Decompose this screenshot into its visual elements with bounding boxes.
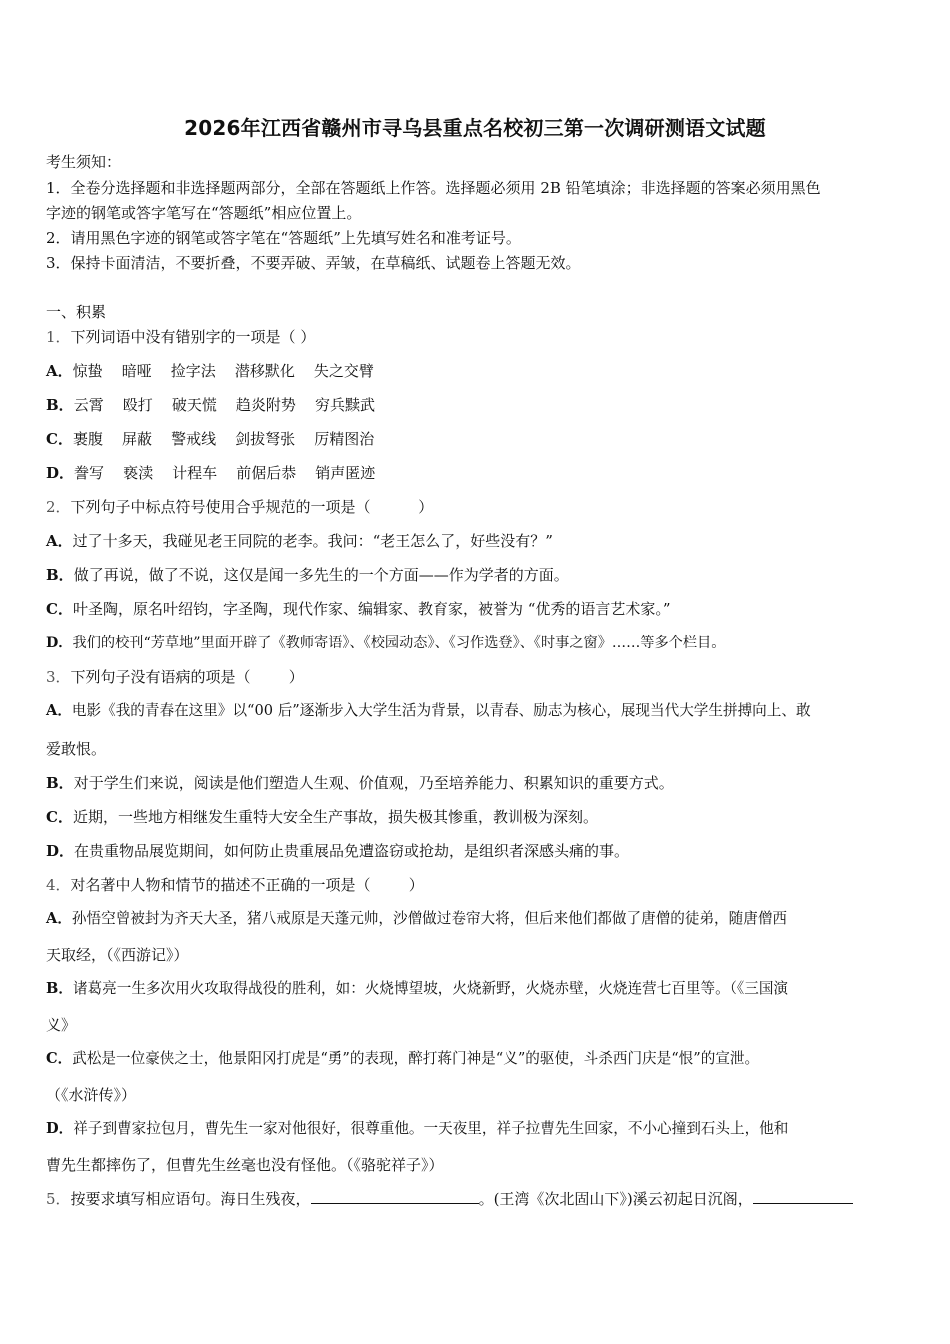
question-4 [46, 875, 424, 895]
option-a [46, 701, 811, 721]
option-text: 我们的校刊“芳草地”里面开辟了《教师寄语》、《校园动态》、《习作选登》、《时事之窗》……等多个栏目。 [72, 635, 726, 651]
option-label: A． [46, 702, 72, 719]
question-2 [46, 497, 433, 517]
option-c [46, 599, 671, 619]
option-text: 叶圣陶，原名叶绍钧，字圣陶，现代作家、编辑家、教育家，被誉为 “优秀的语言艺术家。” [72, 600, 671, 618]
question-5 [46, 1189, 853, 1209]
option-label: B． [46, 774, 74, 792]
option-label: C． [46, 808, 73, 826]
option-label: D． [46, 635, 73, 651]
option-text: 誊写 亵渎 计程车 前倨后恭 销声匿迹 [74, 464, 376, 482]
option-label: D． [46, 842, 75, 860]
question-stem: 对名著中人物和情节的描述不正确的一项是（ ） [70, 876, 424, 894]
option-label: B． [46, 980, 73, 997]
option-c [46, 429, 374, 449]
notice-item-3: 3．保持卡面清洁，不要折叠，不要弄破、弄皱，在草稿纸、试题卷上答题无效。 [46, 254, 581, 272]
notice-item-2: 2．请用黑色字迹的钢笔或答字笔在“答题纸”上先填写姓名和准考证号。 [46, 229, 521, 247]
question-text: 。(王湾《次北固山下》)溪云初起日沉阁， [478, 1190, 753, 1208]
notice-item-1-cont: 字迹的钢笔或答字笔写在“答题纸”相应位置上。 [46, 204, 362, 222]
question-number: 5． [46, 1190, 71, 1208]
question-stem: 按要求填写相应语句。海日生残夜， [70, 1190, 311, 1208]
option-label: C． [46, 430, 73, 448]
option-d [46, 463, 375, 483]
answer-blank[interactable] [753, 1189, 853, 1204]
option-a-cont: 天取经，（《西游记》） [46, 946, 189, 964]
question-number: 2． [46, 498, 71, 516]
option-d [46, 633, 725, 653]
question-3 [46, 667, 304, 687]
option-text: 近期，一些地方相继发生重特大安全生产事故，损失极其惨重，教训极为深刻。 [72, 808, 598, 826]
option-d-cont: 曹先生都摔伤了，但曹先生丝毫也没有怪他。（《骆驼祥子》） [46, 1156, 444, 1174]
option-c [46, 807, 598, 827]
option-label: D． [46, 1120, 74, 1137]
option-b-cont: 义》 [46, 1016, 77, 1034]
notice-item-1: 1．全卷分选择题和非选择题两部分，全部在答题纸上作答。选择题必须用 2B 铅笔填涂；非选择题的答案必须用黑色 [46, 179, 821, 197]
question-stem: 下列词语中没有错别字的一项是（ ） [70, 328, 316, 346]
option-label: C． [46, 1050, 73, 1067]
option-label: C． [46, 600, 73, 618]
option-b [46, 773, 674, 793]
option-c-cont: （《水浒传》） [46, 1086, 137, 1104]
option-a [46, 909, 787, 929]
option-text: 电影《我的青春在这里》以“00 后”逐渐步入大学生活为背景，以青春、励志为核心，展现当代大学生拼搏向上、敢 [71, 702, 811, 719]
option-text: 孙悟空曾被封为齐天大圣，猪八戒原是天蓬元帅，沙僧做过卷帘大将，但后来他们都做了唐僧的徒弟，随唐僧西 [71, 910, 788, 927]
option-b [46, 565, 569, 585]
option-b [46, 979, 788, 999]
question-number: 4． [46, 876, 71, 894]
option-label: A． [46, 910, 72, 927]
question-1 [46, 327, 315, 347]
option-a [46, 531, 553, 551]
option-text: 云霄 殴打 破天慌 趋炎附势 穷兵黩武 [73, 396, 375, 414]
option-text: 对于学生们来说，阅读是他们塑造人生观、价值观，乃至培养能力、积累知识的重要方式。 [73, 774, 674, 792]
option-a [46, 361, 374, 381]
option-text: 惊蛰 暗哑 捡字法 潜移默化 失之交臂 [72, 362, 374, 380]
option-text: 祥子到曹家拉包月，曹先生一家对他很好，很尊重他。一天夜里，祥子拉曹先生回家，不小心撞到石头上，他和 [73, 1120, 789, 1137]
option-label: B． [46, 566, 74, 584]
page-title: 2026年江西省赣州市寻乌县重点名校初三第一次调研测语文试题 [184, 116, 766, 140]
option-text: 在贵重物品展览期间，如何防止贵重展品免遭盗窃或抢劫，是组织者深感头痛的事。 [74, 842, 630, 860]
option-text: 做了再说，做了不说，这仅是闻一多先生的一个方面——作为学者的方面。 [73, 566, 569, 584]
answer-blank[interactable] [311, 1189, 479, 1204]
option-label: B． [46, 396, 74, 414]
option-text: 裹腹 屏蔽 警戒线 剑拔弩张 厉精图治 [72, 430, 375, 448]
option-text: 诸葛亮一生多次用火攻取得战役的胜利，如：火烧博望坡，火烧新野，火烧赤壁，火烧连营七百里等。（《三国演 [72, 980, 789, 997]
option-text: 武松是一位豪侠之士，他景阳冈打虎是“勇”的表现，醉打蒋门神是“义”的驱使，斗杀西门庆是“恨”的宣泄。 [72, 1050, 760, 1067]
option-label: A． [46, 362, 73, 380]
option-b [46, 395, 375, 415]
option-label: A． [46, 532, 73, 550]
question-stem: 下列句子中标点符号使用合乎规范的一项是（ ） [70, 498, 434, 516]
option-c [46, 1049, 759, 1069]
notice-heading: 考生须知： [46, 153, 122, 171]
option-text: 过了十多天，我碰见老王同院的老李。我问：“老王怎么了，好些没有？” [72, 532, 553, 550]
option-d [46, 1119, 788, 1139]
section-heading: 一、积累 [46, 303, 107, 321]
question-number: 1． [46, 328, 71, 346]
question-number: 3． [46, 668, 71, 686]
option-a-cont: 爱敢恨。 [46, 740, 107, 758]
question-stem: 下列句子没有语病的项是（ ） [70, 668, 304, 686]
option-label: D． [46, 464, 75, 482]
option-d [46, 841, 629, 861]
